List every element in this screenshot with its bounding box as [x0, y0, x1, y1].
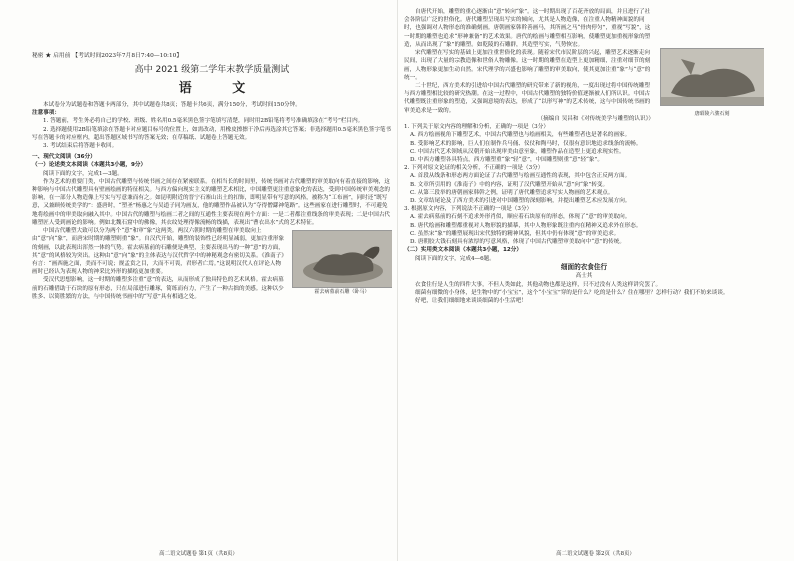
- right-footer: 高二语文试题卷 第2页（共8页）: [556, 551, 635, 557]
- question-3-option-c: C. 虽然宋“象”的雕塑展现出宋代独特的精神风貌，但其中仍有体现“意”的审美追求。: [410, 230, 620, 237]
- article1-paragraph: 自唐代开始，雕塑的重心逐渐由“意”转向“象”。这一时期出现了百花齐放的局面，并且进行了社会各阶层广泛的世俗化。唐代雕塑呈现出写实的倾向，尤其是人物造像，在注重人物精神面貌的同时，也强调对人物形态的准确刻画。唐朝画家韩幹善画马，其所画之马“骨肉停匀”，重视“写貌”，这一时期的雕塑也追求“形神兼备”的艺术效果。唐代的绘画与雕塑相互影响，使雕塑更加重视形象的塑造，从而出现了“象”的雕塑。如乾陵的石雕群，其造型写实，气势恢宏。: [404, 9, 651, 48]
- stone-relief-photo-icon: [660, 48, 764, 106]
- left-figure: [292, 230, 392, 296]
- article1-paragraph: 中国古代雕塑大致可以分为两个“意”和审“象”这两类。两汉六朝时期的雕塑在审美取向上由“意”向“象”，而唐宋时期的雕塑则重“象”。自汉代开始，雕塑的装饰性已经明显减弱，更加注重形象的刻画，以此表现出浑然一体的气势。霍去病墓前的石雕便是典型，主要表现出马的一种“意”的方面，其“意”的风格较为突出。这种由“意”向“象”的主体表达与汉代哲学中的神秘观念有密切关系。《淮南子》有言：“画西施之面，美而不可说；规孟贲之目，大而不可畏，君形者亡焉。”这说明汉代人在评论人物画时已经认为表现人物的神采比外形的描绘更加重要。: [32, 228, 285, 276]
- section1-instruction: 阅读下面的文字，完成1—3题。: [43, 170, 123, 177]
- excerpt-source: （摘编自 吴昌和《对传统美学与雕塑的认识》）: [537, 115, 654, 122]
- stone-horse-photo-icon: [292, 230, 392, 288]
- article2-paragraph: 衣食住行是人生的四件大事，不但人类如此，其他动物也都是这样，只不过没有人类这样讲究罢了。: [415, 281, 662, 288]
- question-1-option-a: A. 西方绘画视角下雕塑艺术，中国古代雕塑也与绘画相关，有些雕塑者也是著名的画家。: [410, 132, 631, 139]
- question-2-option-b: B. 文章所引用的《淮南子》中的内容，证明了汉代雕塑开始从“意”向“象”转变。: [410, 181, 609, 188]
- left-figure-caption: 霍去病墓前石雕（卧马）: [314, 288, 370, 295]
- question-1-stem: 1. 下列关于原文内容的理解和分析，正确的一项是（3分）: [404, 124, 549, 131]
- section1-sub-heading: （一）论述类文本阅读（本题共3小题，9分）: [32, 162, 147, 169]
- question-3-option-a: A. 霍去病墓前的石刻不追求外形肖似，顺应着石块原有的形态，体现了“意”的审美取向。: [410, 214, 631, 221]
- question-3-option-d: D. 唐朝胶大钱石刻具有浓厚的写意风格，体现了中国古代雕塑审美取向中“意”的传统。: [410, 239, 625, 246]
- page-divider: [397, 0, 398, 561]
- question-3-option-b: B. 唐代绘画和雕塑都重视对人物形貌的描摹，其中人物形象既注重内在精神又追求外在形态。: [410, 222, 642, 229]
- question-2-option-c: C. 从第三段举的唐朝画家韩幹之例，证明了唐代雕塑追求写实人物画的艺术观点。: [410, 189, 614, 196]
- question-3-stem: 3. 根据原文内容，下列说法不正确的一项是（3分）: [404, 206, 533, 213]
- article1-paragraph: 受汉代思想影响，这一时期的雕塑多注重“意”的表达，从而形成了独具特色的艺术风格。霍去病墓前的石雕借助于石块的原有形态，只在局部进行雕琢，简练而有力，产生了一种古拙的美感。这种以少胜多、以简胜繁的方法，与中国传统书画中的“写意”具有相通之处。: [32, 277, 284, 300]
- left-footer: 高二语文试题卷 第1页（共8页）: [159, 551, 238, 557]
- article2-paragraph: 细菌有细微的小身体，是生物中的“小宝宝”，这个“小宝宝”穿的是什么？吃的是什么？住在哪里？怎样行动？我们不妨来谈谈。: [415, 289, 729, 296]
- question-1-option-d: D. 中西方雕塑各具特点，西方雕塑重“象”轻“意”，中国雕塑则重“意”轻“象”。: [410, 156, 603, 163]
- right-figure: [660, 48, 764, 118]
- section1-heading: 一、现代文阅读（36分）: [32, 154, 96, 161]
- question-2-option-a: A. 首段从线条和形态两方面论证了古代雕塑与绘画互通性的表现，其中包含正反两方面。: [410, 173, 631, 180]
- notice-item: 1. 答题前，考生务必将自己的学校、班级、姓名用0.5毫米黑色签字笔填写清楚，同时用2B铅笔将考号准确填涂在“考号”栏目内。: [43, 118, 364, 125]
- notice-heading: 注意事项：: [32, 110, 60, 117]
- subject-title: 语 文: [178, 80, 264, 96]
- secret-line: 秘密 ★ 启用前 【考试时间2023年7月8日7:40—10:10】: [32, 53, 183, 59]
- article2-author: 高士其: [575, 273, 593, 280]
- question-1-option-b: B. 受影响艺术的影响，巨人们在制作兵马俑、仪仗和陶马时，仅很有意识地追求线条的流畅。: [410, 140, 642, 147]
- question-2-option-d: D. 文章结尾论及了西方美术的引进对中国雕塑的深刻影响，并提出雕塑艺术应发展方向。: [410, 198, 631, 205]
- article2-paragraph: 好吧，让我们细细地来谈谈细菌的小生活吧！: [415, 298, 527, 305]
- notice-item: 2. 选择题使用2B铅笔填涂在答题卡对应题目标号的位置上，如需改动，用橡皮擦擦干净后再选涂其它答案；非选择题用0.5毫米黑色签字笔书写在答题卡的对应框内，超出答题区域书写的答案无效；在草稿纸、试题卷上答题无效。: [32, 126, 392, 141]
- article1-paragraph: 宋代雕塑在写实的基础上更加注重世俗化的表现。随着宋代市民阶层的兴起，雕塑艺术逐渐走向民间，出现了大量的宗教造像和世俗人物雕像。这一时期的雕塑在造型上更加精细，注重对细节的刻画，人物形象更加生动自然。宋代理学的兴盛也影响了雕塑的审美取向，使其更加注重“象”与“意”的统一。: [404, 50, 651, 81]
- intro-text: 本试卷分为试题卷和答题卡两部分，其中试题卷共8页；答题卡共6页，满分150分，考试时间150分钟。: [43, 101, 301, 108]
- article1-paragraph: 二十世纪，西方美术的引进给中国古代雕塑的研究带来了新的视角，一度出现过将中国传统雕塑与西方雕塑相比较的研究热潮。在这一过程中，中国古代雕塑的独特价值逐渐被人们所认识。中国古代雕塑既注重形象的塑造，又强调意境的表达，形成了“以形写神”的艺术传统，这与中国传统书画的审美追求是一致的。: [404, 82, 651, 114]
- right-column: [404, 8, 764, 548]
- exam-title: 高中 2021 级第二学年末教学质量测试: [134, 64, 290, 75]
- article2-title: 细面的衣食住行: [560, 262, 608, 271]
- right-figure-caption: 唐昭陵六骏石刻: [694, 110, 730, 117]
- question-1-option-c: C. 中国古代艺术领域从汉朝开始出现审美由意至象，雕塑作品在造型上更追求现实性。: [410, 148, 625, 155]
- article1-paragraph: 作为艺术的重要门类，中国古代雕塑与传统书画之间存在紧密联系。在相当长的时间里，传统书画对古代雕塑的审美取向有着直接的影响，这种影响与中国古代雕塑具有壁画绘画的特征相关。与西方偏向现实主义的雕塑艺术相比，中国雕塑更注重意象化的表达，受到中国传统审美观念的影响，在一部分人物造像上写实与写意兼而有之。如昆明附近的晋宁石寨山出土的扣饰，即明显带有写意的风格，被称为“工布画”，同时还“既写意，又兼顾传统美学的”：盛唐时，“塑圣”杨惠之与吴道子同为画友，他的雕塑作品被认为“夺得僧繇神笔路”。这些画家在进行雕塑时，不可避免地将绘画中的审美取向融入其中。中国古代的雕塑与绘画二者之间的互通性主要表现在两个方面：一是二者都注重线条的审美表现；二是中国古代雕塑匠人受到画论的影响。例如北魏石窟中的佛像，其衣纹处理得像流畅的线描，表现出“曹衣出水”式的艺术特征。: [32, 178, 391, 226]
- left-column: [32, 8, 392, 548]
- notice-item: 3. 考试结束后将答题卡收回。: [43, 142, 118, 149]
- section2-instruction: 阅读下面的文字，完成4—6题。: [415, 255, 495, 262]
- section2-sub-heading: （二）实用类文本阅读（本题共3小题，12分）: [404, 247, 522, 254]
- question-2-stem: 2. 下列对原文论证的相关分析，不正确的一项是（3分）: [404, 165, 544, 172]
